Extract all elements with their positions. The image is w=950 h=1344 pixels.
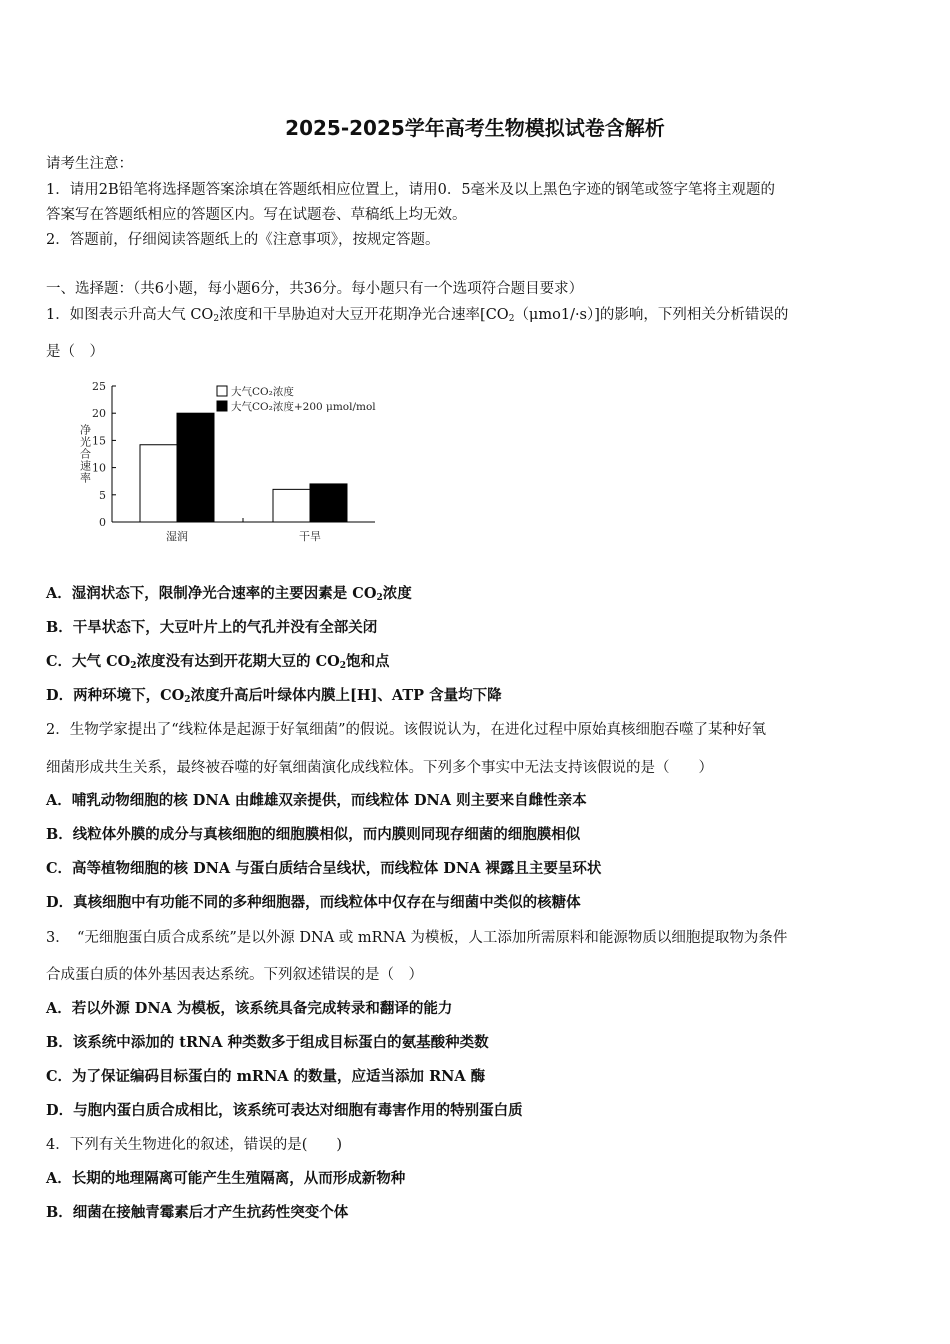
notice-item-2: 2．答题前，仔细阅读答题纸上的《注意事项》，按规定答题。 [46,232,440,248]
y-tick-label-20: 20 [92,407,106,421]
bar-干旱-2 [310,484,347,522]
section-heading: 一、选择题：（共6小题，每小题6分，共36分。每小题只有一个选项符合题目要求） [46,281,584,297]
q2-stem-line2: 细菌形成共生关系，最终被吞噬的好氧细菌演化成线粒体。下列多个事实中无法支持该假说的是（ ） [46,760,713,776]
bar-湿润-1 [140,445,177,522]
q2-option-a: A．哺乳动物细胞的核 DNA 由雌雄双亲提供，而线粒体 DNA 则主要来自雌性亲本 [46,792,587,809]
bar-干旱-1 [273,489,310,522]
x-tick-label-湿润: 湿润 [166,530,188,543]
q1-stem-line2: 是（ ） [46,344,104,360]
q2-option-c: C．高等植物细胞的核 DNA 与蛋白质结合呈线状，而线粒体 DNA 裸露且主要呈环状 [46,860,602,877]
y-tick-label-10: 10 [92,461,106,475]
q3-stem-line1: 3． “无细胞蛋白质合成系统”是以外源 DNA 或 mRNA 为模板，人工添加所需原料和能源物质以细胞提取物为条件 [46,930,788,946]
bar-湿润-2 [177,413,214,522]
q1-option-c: C．大气 $CO_2$浓度没有达到开花期大豆的 $CO_2$饱和点 [46,653,390,671]
q4-option-b: B．细菌在接触青霉素后才产生抗药性突变个体 [46,1204,349,1221]
q3-option-b: B．该系统中添加的 tRNA 种类数多于组成目标蛋白的氨基酸种类数 [46,1034,489,1051]
legend-label-2: 大气CO₂浓度+200 μmol/mol [231,401,376,413]
legend-swatch-1 [217,386,227,396]
y-tick-label-15: 15 [92,434,106,448]
q1-option-b: B．干旱状态下，大豆叶片上的气孔并没有全部关闭 [46,619,378,636]
q2-stem-line1: 2．生物学家提出了“线粒体是起源于好氧细菌”的假说。该假说认为，在进化过程中原始真核细胞吞噬了某种好氧 [46,722,767,738]
notice-item-1b: 答案写在答题纸相应的答题区内。写在试题卷、草稿纸上均无效。 [46,207,467,223]
legend-swatch-2 [217,401,227,411]
q1-option-d: D．两种环境下，$CO_2$浓度升高后叶绿体内膜上[H]、ATP 含量均下降 [46,687,502,705]
y-tick-label-25: 25 [92,380,106,393]
q1-bar-chart [70,374,410,554]
legend-label-1: 大气CO₂浓度 [231,386,294,398]
q3-option-a: A．若以外源 DNA 为模板，该系统具备完成转录和翻译的能力 [46,1000,453,1017]
q2-option-b: B．线粒体外膜的成分与真核细胞的细胞膜相似，而内膜则同现存细菌的细胞膜相似 [46,826,581,843]
page-title: 2025-2025学年高考生物模拟试卷含解析 [285,116,665,140]
y-tick-label-0: 0 [99,516,106,529]
q1-stem-line1: 1．如图表示升高大气 $CO_2$浓度和干旱胁迫对大豆开花期净光合速率$[CO_2(\mu mo1/\cdot s)]$的影响，下列相关分析错误的 [46,307,789,324]
y-axis-label: 净光合速率 [78,424,92,484]
q3-stem-line2: 合成蛋白质的体外基因表达系统。下列叙述错误的是（ ） [46,967,423,983]
q4-option-a: A．长期的地理隔离可能产生生殖隔离，从而形成新物种 [46,1170,406,1187]
notice-item-1a: 1．请用2B铅笔将选择题答案涂填在答题纸相应位置上，请用0．5毫米及以上黑色字迹的钢笔或签字笔将主观题的 [46,182,776,198]
q4-stem: 4．下列有关生物进化的叙述，错误的是( ) [46,1137,343,1153]
q3-option-c: C．为了保证编码目标蛋白的 mRNA 的数量，应适当添加 RNA 酶 [46,1068,486,1085]
x-tick-label-干旱: 干旱 [299,530,321,543]
y-tick-label-5: 5 [99,488,106,502]
q2-option-d: D．真核细胞中有功能不同的多种细胞器，而线粒体中仅存在与细菌中类似的核糖体 [46,894,581,911]
notice-heading: 请考生注意： [46,156,133,172]
q3-option-d: D．与胞内蛋白质合成相比，该系统可表达对细胞有毒害作用的特别蛋白质 [46,1102,523,1119]
q1-option-a: A．湿润状态下，限制净光合速率的主要因素是 $CO_2$浓度 [46,585,412,603]
